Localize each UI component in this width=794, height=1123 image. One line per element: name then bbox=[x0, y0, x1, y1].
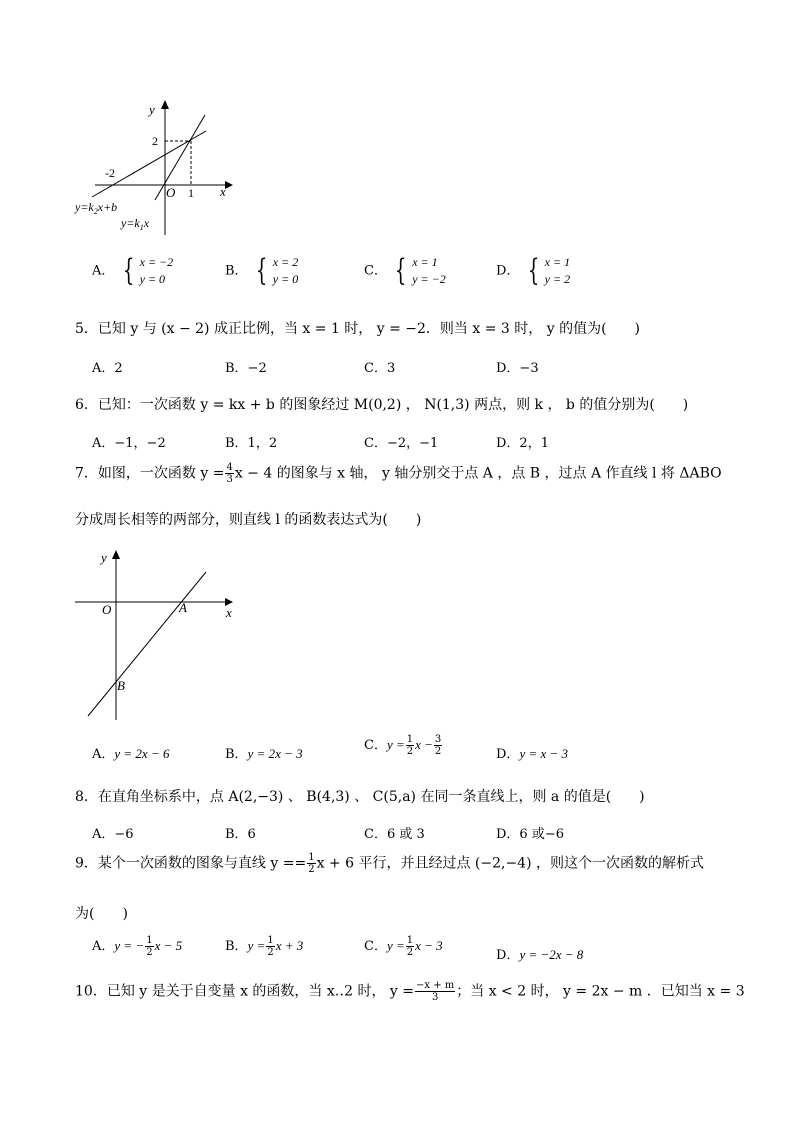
q7-option-c[interactable]: C．y = $\frac{1}{2}$ x − $\frac{3}{2}$ bbox=[364, 734, 442, 757]
q7-stem-line2: 分成周长相等的两部分，则直线 l 的函数表达式为( ) bbox=[75, 512, 422, 528]
q5-option-b[interactable]: B．−2 bbox=[225, 361, 267, 376]
q9-stem: 9．某个一次函数的图象与直线 y == $\frac{1}{2}$ x + 6 平行，并且经过点 (−2,−4) ，则这个一次函数的解析式 bbox=[75, 852, 704, 875]
q7-option-d[interactable]: D．y = x − 3 bbox=[496, 746, 569, 762]
q6-option-b[interactable]: B．1，2 bbox=[225, 436, 278, 451]
fig1-label-1: 1 bbox=[188, 186, 194, 200]
option-letter: C． bbox=[364, 263, 387, 279]
figure-1-graph bbox=[70, 95, 240, 245]
y-axis-arrow bbox=[112, 550, 120, 559]
q9-option-b[interactable]: B．y = $\frac{1}{2}$ x + 3 bbox=[225, 935, 304, 958]
option-letter: A． bbox=[92, 263, 115, 279]
q5-option-d[interactable]: D．−3 bbox=[496, 361, 539, 376]
fig1-x-label: x bbox=[220, 184, 226, 199]
q6-stem: 6．已知：一次函数 y = kx + b 的图象经过 M(0,2) ， N(1,3) 两点，则 k ， b 的值分别为( ) bbox=[75, 397, 689, 413]
q9-stem-line2: 为( ) bbox=[75, 906, 128, 922]
q6-option-a[interactable]: A．−1，−2 bbox=[92, 436, 166, 451]
equation-system: { x = 2 y = 0 bbox=[255, 253, 299, 288]
q5-stem: 5．已知 y 与 (x − 2) 成正比例，当 x = 1 时， y = −2．则当 x = 3 时， y 的值为( ) bbox=[75, 321, 641, 337]
q7-stem: 7．如图，一次函数 y = $\frac{4}{3}$ x − 4 的图象与 x 轴， y 轴分别交于点 A ，点 B ，过点 A 作直线 l 将 ΔABO bbox=[75, 462, 722, 485]
q9-option-a[interactable]: A．y = − $\frac{1}{2}$ x − 5 bbox=[92, 935, 183, 958]
q5-option-a[interactable]: A．2 bbox=[92, 361, 123, 376]
fig2-origin-label: O bbox=[102, 602, 112, 617]
option-letter: B． bbox=[225, 263, 248, 279]
fraction: $\frac{1}{2}$ bbox=[308, 852, 315, 875]
fraction: $\frac{-x + m}{3}$ bbox=[416, 980, 455, 1003]
fig1-origin-label: O bbox=[166, 185, 176, 200]
q8-option-a[interactable]: A．−6 bbox=[92, 827, 134, 842]
q8-stem: 8．在直角坐标系中，点 A(2,−3) 、 B(4,3) 、 C(5,a) 在同一条直线上，则 a 的值是( ) bbox=[75, 789, 645, 805]
q9-option-d[interactable]: D．y = −2x − 8 bbox=[496, 947, 584, 963]
q6-option-c[interactable]: C．−2，−1 bbox=[364, 436, 439, 451]
fig1-y-label: y bbox=[149, 102, 155, 117]
equation-system: { x = −2 y = 0 bbox=[122, 253, 174, 288]
q6-option-d[interactable]: D．2，1 bbox=[496, 436, 549, 451]
x-axis-arrow bbox=[225, 181, 233, 189]
q9-option-c[interactable]: C．y = $\frac{1}{2}$ x − 3 bbox=[364, 935, 443, 958]
figure-2-graph bbox=[70, 545, 245, 725]
fig1-label-2: 2 bbox=[152, 134, 158, 148]
equation-system: { x = 1 y = 2 bbox=[527, 253, 571, 288]
q8-option-b[interactable]: B．6 bbox=[225, 827, 256, 842]
option-letter: D． bbox=[496, 263, 520, 279]
fig1-line-k1-label: $y=k_1x$ bbox=[121, 216, 150, 232]
q7-option-a[interactable]: A．y = 2x − 6 bbox=[92, 746, 170, 762]
q8-option-c[interactable]: C．6 或 3 bbox=[364, 827, 425, 842]
q4-option-c[interactable] bbox=[364, 254, 446, 288]
fig2-point-a-label: A bbox=[179, 600, 187, 615]
fig2-x-label: x bbox=[226, 605, 232, 620]
line-y-4-3x-4 bbox=[88, 572, 206, 716]
q4-option-b[interactable] bbox=[225, 254, 298, 288]
q8-option-d[interactable]: D．6 或−6 bbox=[496, 827, 564, 842]
fraction: $\frac{4}{3}$ bbox=[226, 462, 233, 485]
y-axis-arrow bbox=[161, 100, 169, 109]
fig2-point-b-label: B bbox=[117, 678, 125, 693]
fig1-label-neg2: -2 bbox=[105, 166, 115, 180]
fig2-y-label: y bbox=[101, 550, 107, 565]
q5-option-c[interactable]: C．3 bbox=[364, 361, 396, 376]
q7-option-b[interactable]: B．y = 2x − 3 bbox=[225, 746, 303, 762]
q10-stem: 10．已知 y 是关于自变量 x 的函数，当 x‥2 时， y = $\frac{-x + m}{3}$ ；当 x < 2 时， y = 2x − m ．已知当 x = 3 bbox=[75, 980, 745, 1003]
equation-system: { x = 1 y = −2 bbox=[394, 253, 446, 288]
line-k1 bbox=[155, 115, 205, 200]
q4-option-d[interactable] bbox=[496, 254, 570, 288]
q4-option-a[interactable] bbox=[92, 254, 173, 288]
fig1-line-k2-label: $y=k_2x+b$ bbox=[75, 200, 118, 216]
